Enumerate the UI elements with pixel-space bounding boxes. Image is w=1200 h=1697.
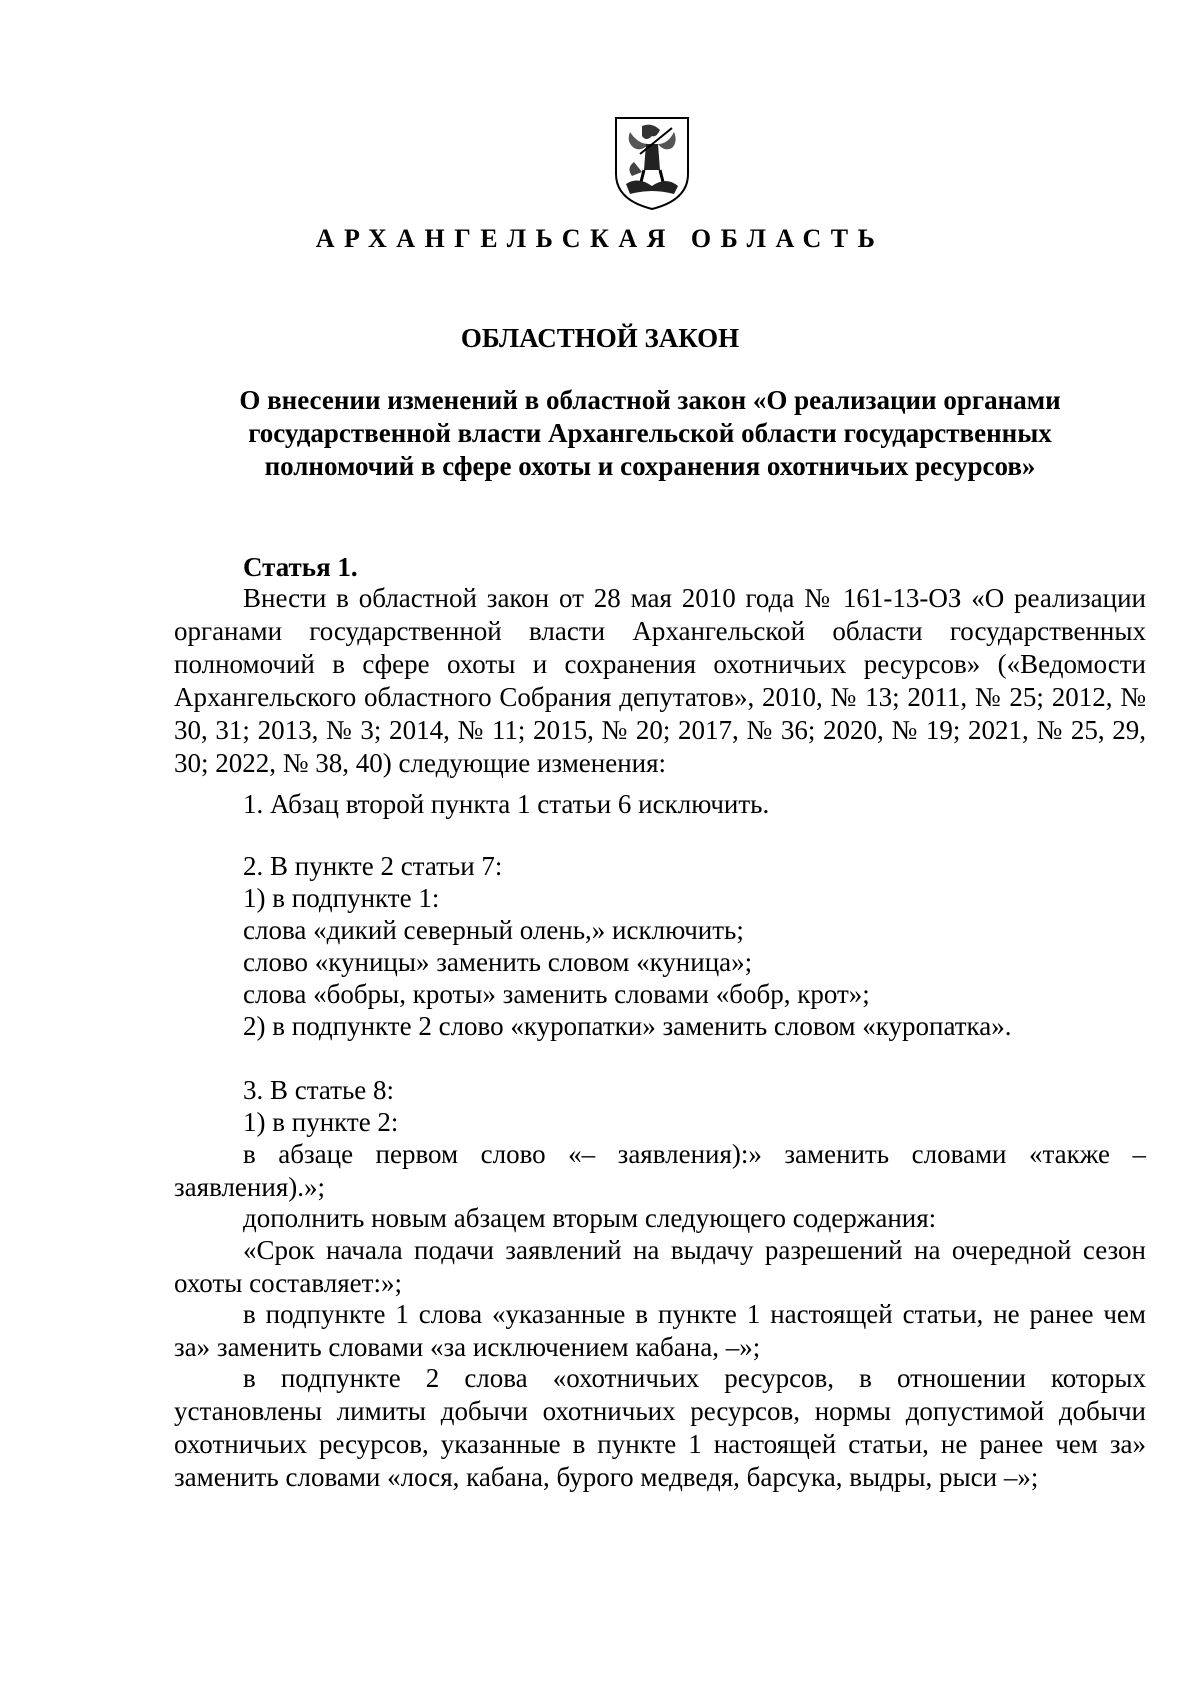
law-title-line: государственной власти Архангельской области государственных xyxy=(248,418,1052,448)
item-3-paragraph: в подпункте 1 слова «указанные в пункте 1 настоящей статьи, не ранее чем за» заменить словами «за исключением кабана, –»; xyxy=(174,1299,1146,1362)
item-2-sub: 2) в подпункте 2 слово «куропатки» заменить словом «куропатка». xyxy=(243,1011,1012,1041)
article-intro: Внести в областной закон от 28 мая 2010 года № 161-13-ОЗ «О реализации органами государственной власти Архангельской области государственных полномочий в сфере охоты и сохранения охотничьих ресурсов» («Ведомости Архангельского областного Собрания депутатов», 2010, № 13; 2011, № 25; 2012, № 30, 31; 2013, № 3; 2014, № 11; 2015, № 20; 2017, № 36; 2020, № 19; 2021, № 25, 29, 30; 2022, № 38, 40) следующие изменения: xyxy=(174,583,1146,778)
item-3-paragraph: в подпункте 2 слова «охотничьих ресурсов, в отношении которых установлены лимиты добычи охотничьих ресурсов, нормы допустимой добычи охотничьих ресурсов, указанные в пункте 1 настоящей статьи, не ранее чем за» заменить словами «лося, кабана, бурого медведя, барсука, выдры, рыси –»; xyxy=(174,1363,1146,1492)
document-type: ОБЛАСТНОЙ ЗАКОН xyxy=(460,323,740,353)
item-3-paragraph: в абзаце первом слово «– заявления):» заменить словами «также – заявления).»; xyxy=(174,1139,1146,1202)
item-2-sub: 1) в подпункте 1: xyxy=(243,883,440,913)
arkhangelsk-coat-of-arms-icon xyxy=(612,114,692,212)
law-title-line: О внесении изменений в областной закон «О реализации органами xyxy=(239,385,1061,415)
item-2-sub: слова «дикий северный олень,» исключить; xyxy=(243,915,744,945)
item-2-sub: слово «куницы» заменить словом «куница»; xyxy=(243,947,753,977)
item-3-paragraph: «Срок начала подачи заявлений на выдачу разрешений на очередной сезон охоты составляет:»; xyxy=(174,1235,1146,1298)
item-3-paragraph: дополнить новым абзацем вторым следующего содержания: xyxy=(243,1203,937,1233)
item-1: 1. Абзац второй пункта 1 статьи 6 исключить. xyxy=(243,789,770,819)
item-3-sub: 1) в пункте 2: xyxy=(243,1107,399,1137)
law-title xyxy=(170,384,1130,483)
region-name: АРХАНГЕЛЬСКАЯ ОБЛАСТЬ xyxy=(315,224,885,253)
item-2-sub: слова «бобры, кроты» заменить словами «бобр, крот»; xyxy=(243,979,870,1009)
item-2-heading: 2. В пункте 2 статьи 7: xyxy=(243,851,503,881)
article-heading: Статья 1. xyxy=(243,552,358,582)
item-3-heading: 3. В статье 8: xyxy=(243,1075,395,1105)
law-title-line: полномочий в сфере охоты и сохранения охотничьих ресурсов» xyxy=(264,451,1036,481)
